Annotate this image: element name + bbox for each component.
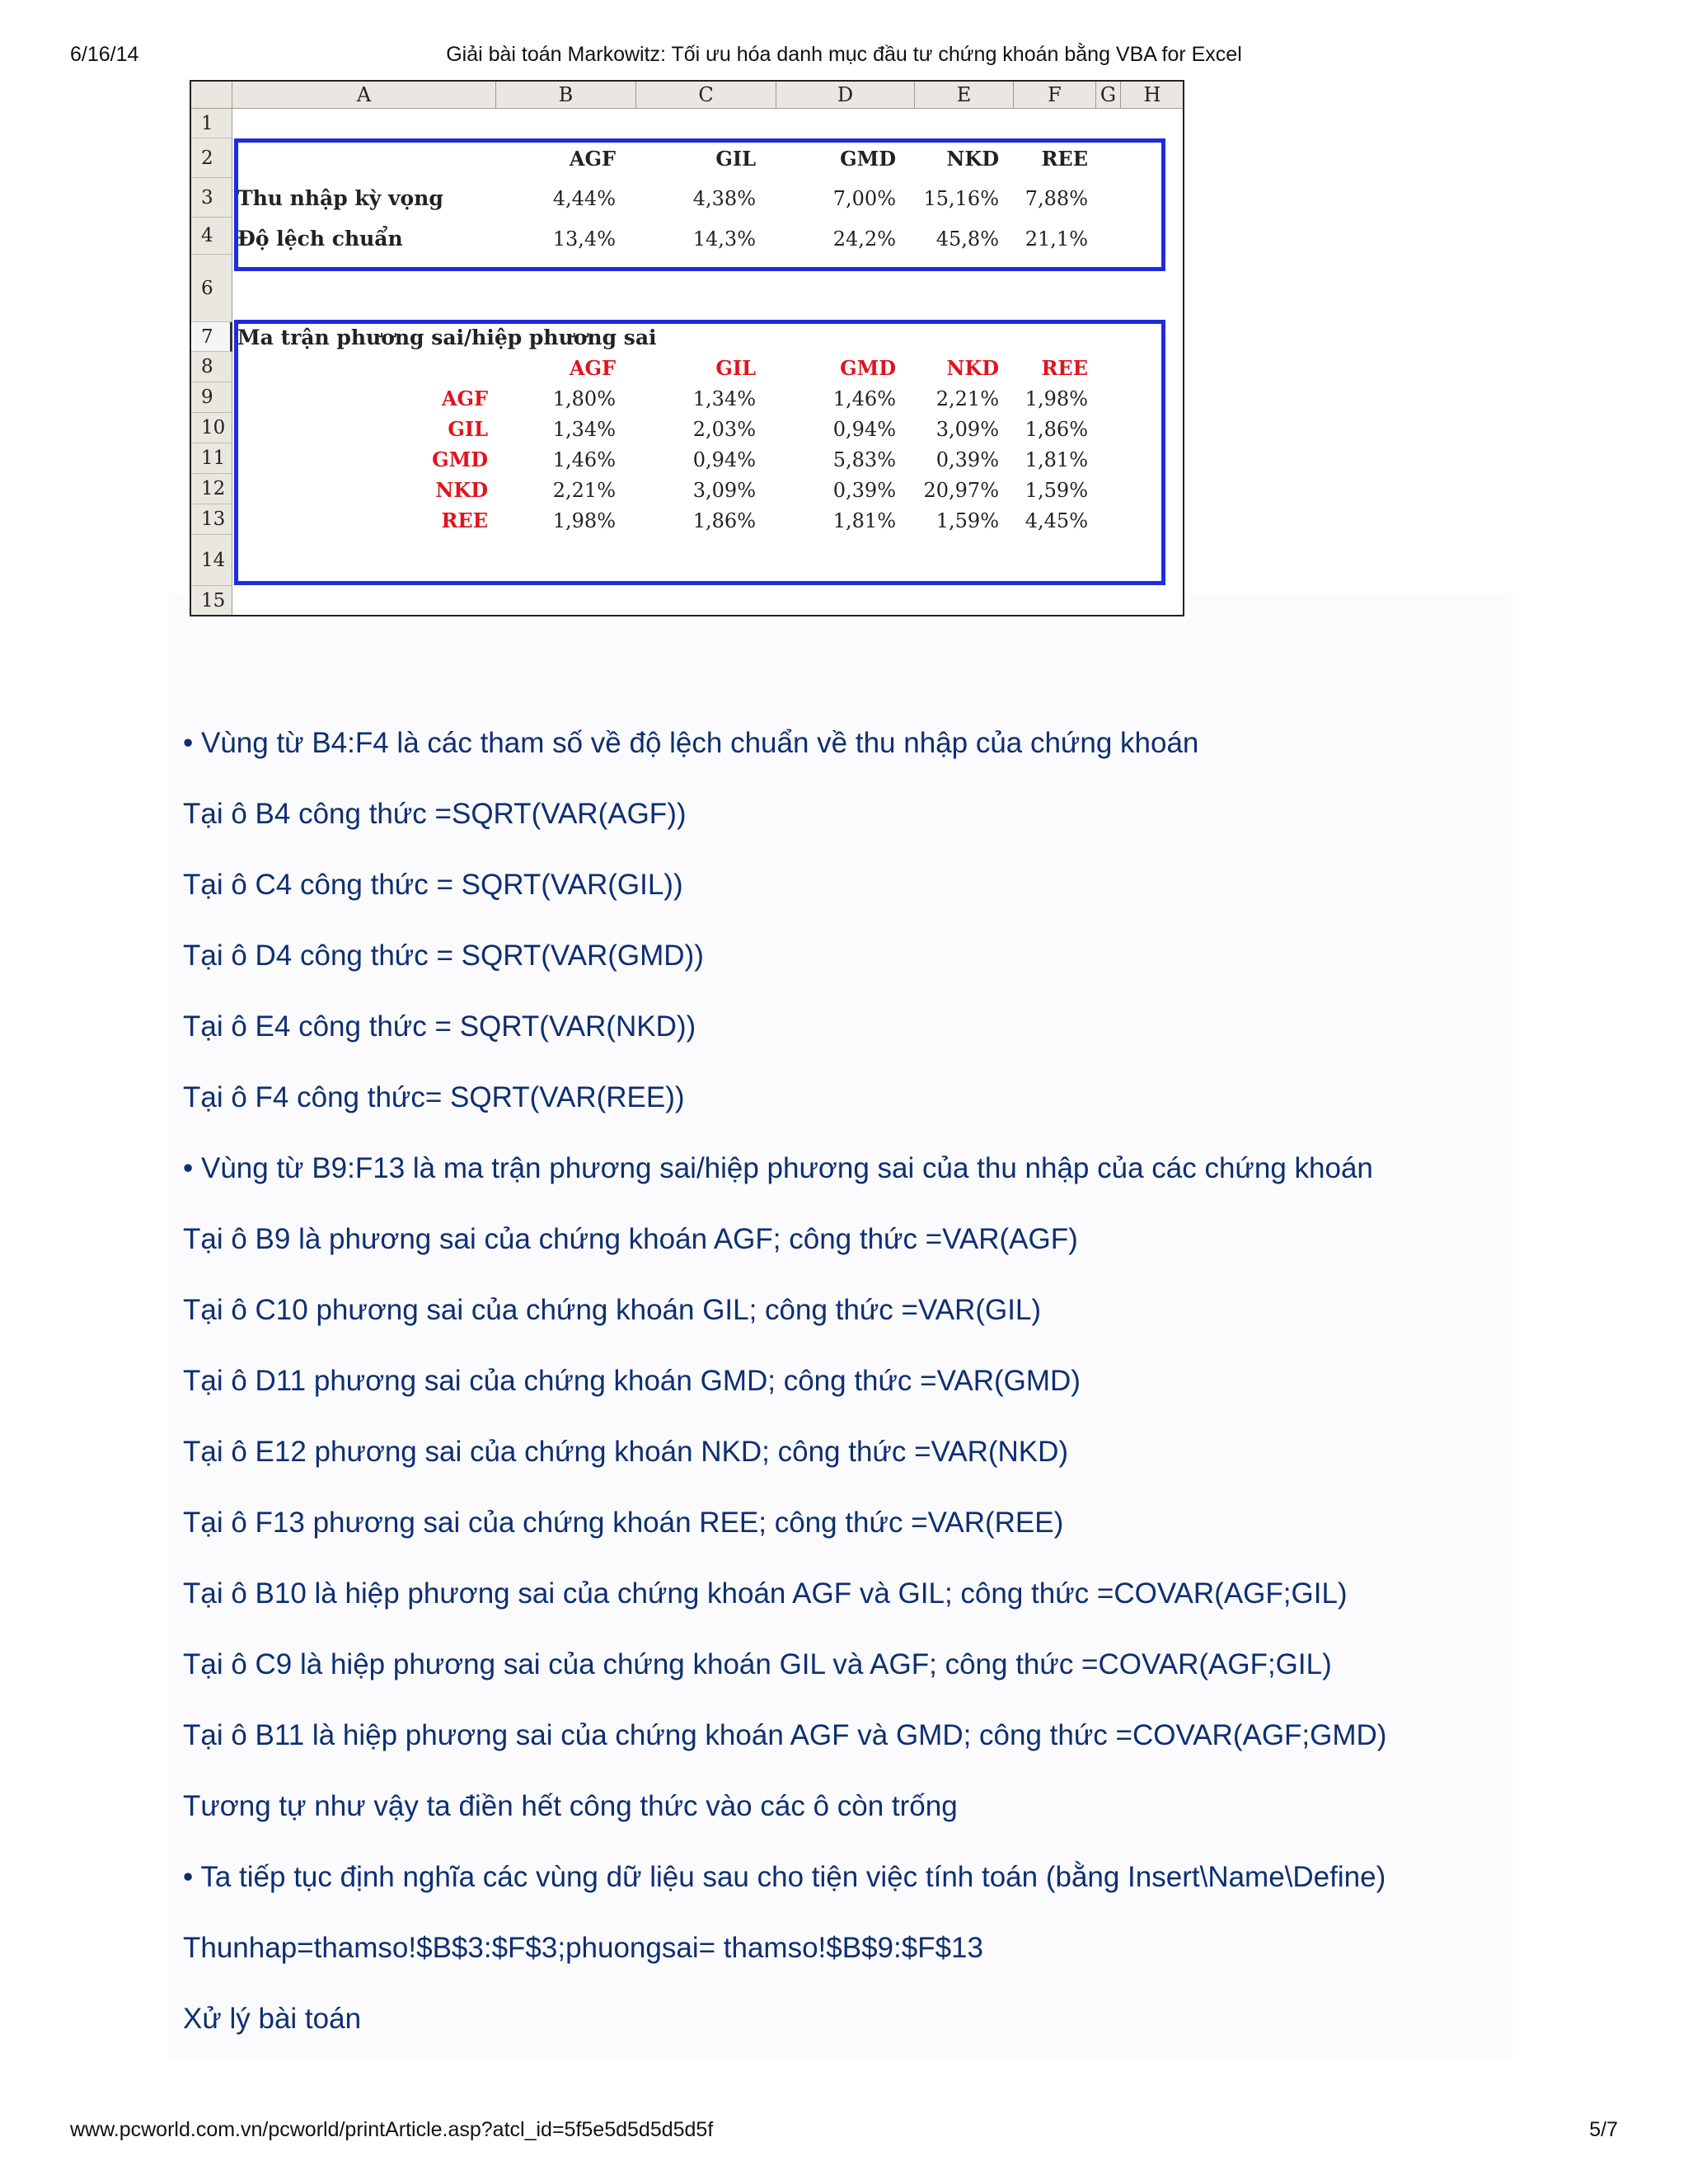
row-header: 2 [191, 138, 232, 178]
matrix-cell: 0,39% [935, 448, 999, 471]
row-header: 15 [191, 586, 232, 616]
paragraph-bullet: • Vùng từ B9:F13 là ma trận phương sai/hiệp phương sai của thu nhập của các chứng khoán [183, 1152, 1373, 1184]
column-header-d: D [776, 82, 915, 109]
paragraph: Tại ô E4 công thức = SQRT(VAR(NKD)) [183, 1010, 696, 1043]
column-header-g: G [1096, 82, 1121, 109]
row-header: 14 [191, 535, 232, 586]
row-header: 1 [191, 109, 232, 138]
ticker-header: NKD [946, 147, 999, 171]
matrix-cell: 2,21% [552, 479, 616, 502]
ticker-header: REE [1041, 147, 1088, 171]
paragraph-bullet: • Vùng từ B4:F4 là các tham số về độ lệch chuẩn về thu nhập của chứng khoán [183, 727, 1199, 759]
paragraph: Tại ô F4 công thức= SQRT(VAR(REE)) [183, 1081, 685, 1113]
row-header: 12 [191, 474, 232, 504]
column-header-e: E [915, 82, 1014, 109]
matrix-cell: 1,86% [692, 509, 756, 532]
matrix-cell: 2,21% [935, 387, 999, 410]
excel-screenshot [190, 80, 1184, 616]
page-title: Giải bài toán Markowitz: Tối ưu hóa danh mục đầu tư chứng khoán bằng VBA for Excel [446, 43, 1242, 66]
paragraph: Tại ô D11 phương sai của chứng khoán GMD; công thức =VAR(GMD) [183, 1365, 1081, 1397]
matrix-cell: 1,81% [1025, 448, 1088, 471]
expected-return-label: Thu nhập kỳ vọng [237, 186, 443, 210]
expected-return-value: 15,16% [923, 187, 999, 210]
row-header: 9 [191, 382, 232, 413]
matrix-column-ticker: GIL [715, 356, 756, 380]
paragraph: Tại ô C10 phương sai của chứng khoán GIL; công thức =VAR(GIL) [183, 1294, 1042, 1326]
std-dev-value: 24,2% [832, 227, 896, 251]
row-header: 10 [191, 413, 232, 443]
std-dev-label: Độ lệch chuẩn [237, 227, 403, 251]
column-header-b: B [496, 82, 636, 109]
matrix-column-ticker: REE [1041, 356, 1088, 380]
matrix-cell: 1,98% [1025, 387, 1088, 410]
matrix-cell: 2,03% [692, 418, 756, 441]
paragraph: Thunhap=thamso!$B$3:$F$3;phuongsai= thamso!$B$9:$F$13 [183, 1932, 983, 1964]
paragraph: Xử lý bài toán [183, 2003, 362, 2035]
paragraph: Tại ô C9 là hiệp phương sai của chứng khoán GIL và AGF; công thức =COVAR(AGF;GIL) [183, 1648, 1332, 1680]
row-header: 8 [191, 352, 232, 382]
paragraph: Tại ô B9 là phương sai của chứng khoán AGF; công thức =VAR(AGF) [183, 1223, 1078, 1255]
column-header-a: A [232, 82, 496, 109]
matrix-title: Ma trận phương sai/hiệp phương sai [237, 326, 657, 349]
matrix-cell: 1,34% [552, 418, 616, 441]
matrix-row-ticker: GIL [448, 417, 488, 441]
matrix-row-ticker: GMD [432, 448, 488, 471]
paragraph: Tại ô F13 phương sai của chứng khoán REE; công thức =VAR(REE) [183, 1507, 1064, 1539]
paragraph: Tại ô B4 công thức =SQRT(VAR(AGF)) [183, 798, 687, 830]
print-date: 6/16/14 [70, 43, 139, 66]
paragraph: Tại ô C4 công thức = SQRT(VAR(GIL)) [183, 869, 683, 901]
ticker-header: GIL [715, 147, 756, 171]
std-dev-value: 13,4% [552, 227, 616, 251]
ticker-header: GMD [840, 147, 896, 171]
ticker-header: AGF [569, 147, 616, 171]
matrix-column-ticker: AGF [569, 356, 616, 380]
matrix-cell: 0,94% [832, 418, 896, 441]
matrix-column-ticker: GMD [840, 356, 896, 380]
matrix-cell: 1,81% [832, 509, 896, 532]
matrix-cell: 4,45% [1025, 509, 1088, 532]
matrix-cell: 5,83% [832, 448, 896, 471]
expected-return-value: 4,44% [552, 187, 616, 210]
matrix-row-ticker: REE [441, 509, 488, 532]
paragraph: Tại ô D4 công thức = SQRT(VAR(GMD)) [183, 940, 704, 972]
matrix-cell: 1,80% [552, 387, 616, 410]
column-header-h: H [1121, 82, 1184, 109]
matrix-row-ticker: AGF [441, 387, 488, 410]
matrix-cell: 1,59% [935, 509, 999, 532]
matrix-cell: 20,97% [923, 479, 999, 502]
matrix-cell: 3,09% [692, 479, 756, 502]
matrix-cell: 1,46% [832, 387, 896, 410]
matrix-cell: 0,39% [832, 479, 896, 502]
std-dev-value: 14,3% [692, 227, 756, 251]
row-header: 6 [191, 255, 232, 322]
print-footer [0, 2118, 1688, 2148]
std-dev-value: 21,1% [1025, 227, 1088, 251]
page-number: 5/7 [1589, 2118, 1618, 2141]
matrix-cell: 1,86% [1025, 418, 1088, 441]
std-dev-value: 45,8% [935, 227, 999, 251]
paragraph: Tương tự như vậy ta điền hết công thức vào các ô còn trống [183, 1790, 958, 1822]
expected-return-value: 7,00% [832, 187, 896, 210]
matrix-column-ticker: NKD [946, 356, 999, 380]
paragraph: Tại ô B11 là hiệp phương sai của chứng khoán AGF và GMD; công thức =COVAR(AGF;GMD) [183, 1719, 1387, 1751]
row-header: 4 [191, 218, 232, 255]
row-header: 11 [191, 443, 232, 474]
page-url: www.pcworld.com.vn/pcworld/printArticle.asp?atcl_id=5f5e5d5d5d5d5f [70, 2118, 714, 2141]
expected-return-value: 7,88% [1025, 187, 1088, 210]
expected-return-value: 4,38% [692, 187, 756, 210]
paragraph: Tại ô B10 là hiệp phương sai của chứng khoán AGF và GIL; công thức =COVAR(AGF;GIL) [183, 1577, 1348, 1610]
matrix-row-ticker: NKD [435, 478, 488, 502]
matrix-cell: 1,46% [552, 448, 616, 471]
matrix-cell: 3,09% [935, 418, 999, 441]
paragraph-bullet: • Ta tiếp tục định nghĩa các vùng dữ liệu sau cho tiện việc tính toán (bằng Insert\Name\Define) [183, 1861, 1386, 1893]
row-header: 3 [191, 178, 232, 218]
print-header [0, 43, 1688, 73]
matrix-cell: 1,98% [552, 509, 616, 532]
row-header: 13 [191, 504, 232, 535]
sheet-corner [191, 82, 232, 109]
matrix-cell: 0,94% [692, 448, 756, 471]
matrix-cell: 1,59% [1025, 479, 1088, 502]
column-header-f: F [1014, 82, 1096, 109]
paragraph: Tại ô E12 phương sai của chứng khoán NKD; công thức =VAR(NKD) [183, 1436, 1069, 1468]
column-header-c: C [636, 82, 776, 109]
matrix-cell: 1,34% [692, 387, 756, 410]
row-header: 7 [191, 322, 232, 352]
